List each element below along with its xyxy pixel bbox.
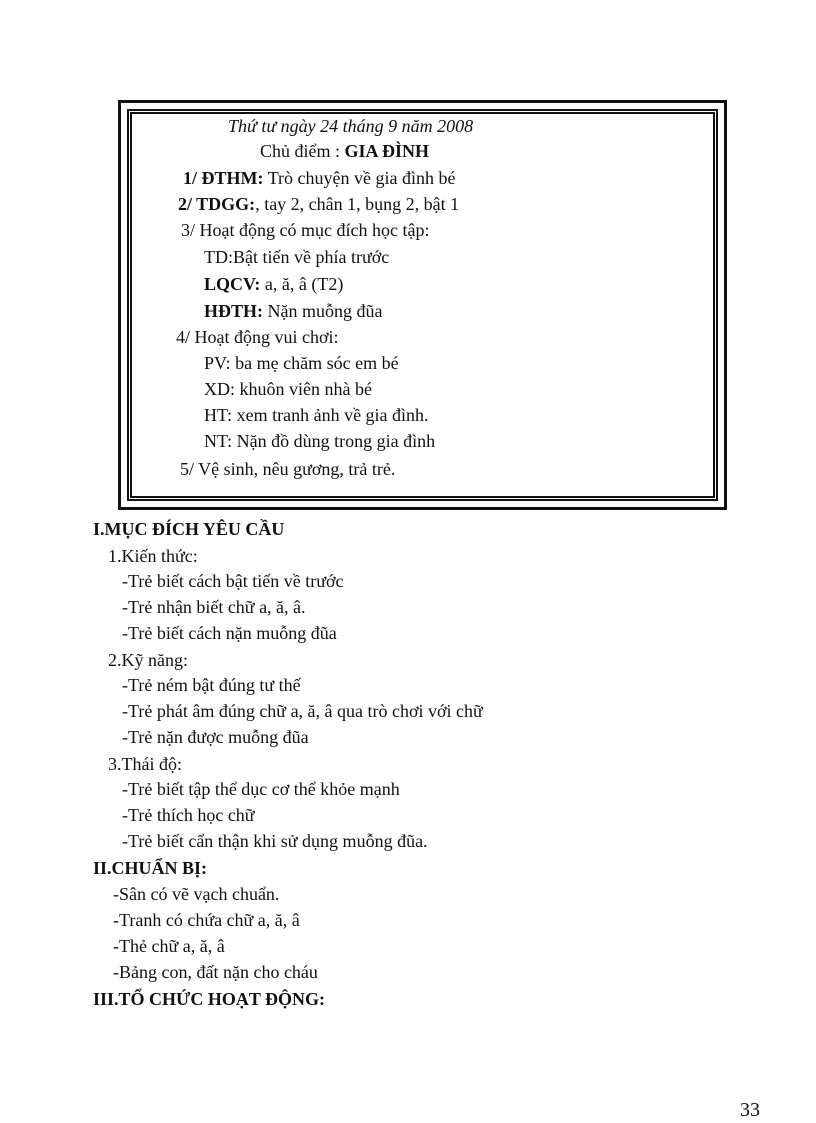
item3-sub3-text: Nặn muỗng đũa [267, 301, 383, 321]
item3-sub2-label: LQCV: [204, 274, 261, 294]
section2-item: -Bảng con, đất nặn cho cháu [113, 962, 318, 982]
section2-item: -Thẻ chữ a, ă, â [113, 936, 225, 956]
item3-sub3 [204, 300, 383, 322]
theme-line [260, 140, 429, 162]
section2-item: -Sân có vẽ vạch chuẩn. [113, 884, 280, 904]
item1-text: Trò chuyện về gia đình bé [267, 168, 456, 188]
section1-sub3-title: 3.Thái độ: [108, 754, 182, 774]
section1-sub2-item: -Trẻ nặn được muỗng đũa [122, 727, 309, 747]
item4-sub3: HT: xem tranh ảnh về gia đình. [204, 405, 429, 425]
item3-sub2 [204, 273, 343, 295]
item5-line: 5/ Vệ sinh, nêu gương, trả trẻ. [180, 459, 396, 479]
section1-sub3-item: -Trẻ biết cẩn thận khi sử dụng muỗng đũa. [122, 831, 428, 851]
item1-line [183, 167, 456, 189]
section1-sub2-item: -Trẻ ném bật đúng tư thế [122, 675, 301, 695]
section1-title: I.MỤC ĐÍCH YÊU CẦU [93, 519, 285, 539]
section1-sub2-item: -Trẻ phát âm đúng chữ a, ă, â qua trò chơi với chữ [122, 701, 483, 721]
item4-sub4: NT: Nặn đồ dùng trong gia đình [204, 431, 436, 451]
section3-title: III.TỔ CHỨC HOẠT ĐỘNG: [93, 989, 326, 1009]
item3-line: 3/ Hoạt động có mục đích học tập: [181, 220, 430, 240]
section2-title: II.CHUẨN BỊ: [93, 858, 208, 878]
item3-sub1: TD:Bật tiến về phía trước [204, 247, 390, 267]
item3-sub2-suffix: (T2) [311, 274, 344, 294]
section2-item: -Tranh có chứa chữ a, ă, â [113, 910, 300, 930]
item3-sub2-text: a, ă, â [264, 274, 307, 294]
item4-line: 4/ Hoạt động vui chơi: [176, 327, 339, 347]
item2-text: , tay 2, chân 1, bụng 2, bật 1 [255, 194, 460, 214]
item2-line [178, 193, 459, 215]
item1-label: 1/ ĐTHM: [183, 168, 264, 188]
theme-value: GIA ĐÌNH [344, 141, 430, 161]
section1-sub1-item: -Trẻ biết cách bật tiến về trước [122, 571, 344, 591]
item4-sub1: PV: ba mẹ chăm sóc em bé [204, 353, 399, 373]
section1-sub3-item: -Trẻ biết tập thể dục cơ thể khỏe mạnh [122, 779, 400, 799]
theme-prefix: Chủ điểm : [260, 141, 340, 161]
section1-sub3-item: -Trẻ thích học chữ [122, 805, 255, 825]
section1-sub1-item: -Trẻ biết cách nặn muỗng đũa [122, 623, 337, 643]
section1-sub2-title: 2.Kỹ năng: [108, 650, 188, 670]
item2-label: 2/ TDGG: [178, 194, 256, 214]
item4-sub2: XD: khuôn viên nhà bé [204, 379, 372, 399]
item3-sub3-label: HĐTH: [204, 301, 264, 321]
page-number: 33 [740, 1099, 760, 1121]
section1-sub1-item: -Trẻ nhận biết chữ a, ă, â. [122, 597, 306, 617]
date-line: Thứ tư ngày 24 tháng 9 năm 2008 [228, 116, 474, 136]
section1-sub1-title: 1.Kiến thức: [108, 546, 198, 566]
